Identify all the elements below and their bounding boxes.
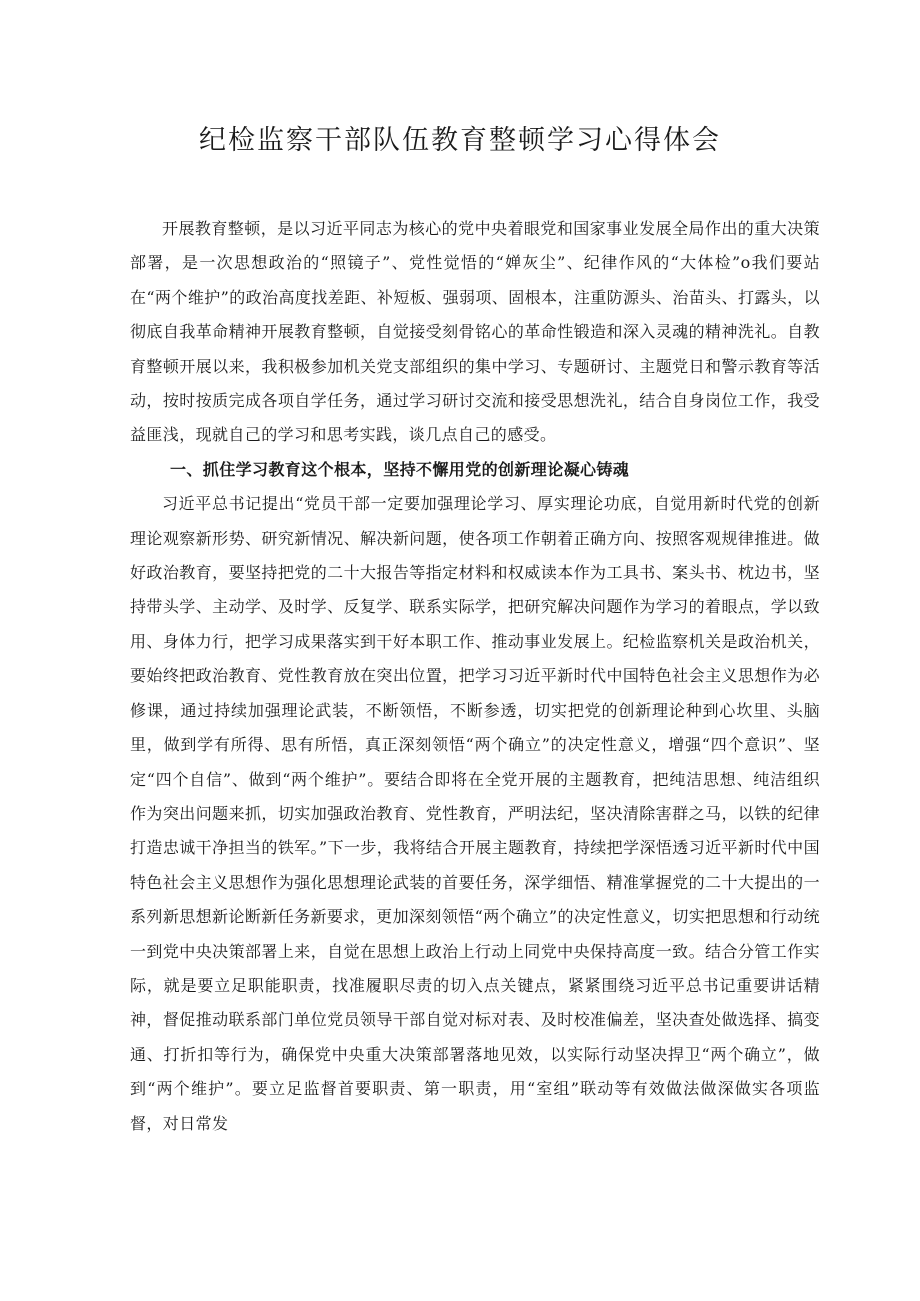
section-heading: 一、抓住学习教育这个根本，坚持不懈用党的创新理论凝心铸魂 [170,459,630,479]
intro-paragraph: 开展教育整顿，是以习近平同志为核心的党中央着眼党和国家事业发展全局作出的重大决策部署，是一次思想政治的“照镜子”、党性觉悟的“婵灰尘”、纪律作风的“大体检”o我们要站在“两个维护”的政治高度找差距、补短板、强弱项、固根本，注重防源头、治苗头、打露头，以彻底自我革命精神开展教育整顿，自觉接受刻骨铭心的革命性锻造和深入灵魂的精神洗礼。自教育整顿开展以来，我积极参加机关党支部组织的集中学习、专题研讨、主题党日和警示教育等活动，按时按质完成各项自学任务，通过学习研讨交流和接受思想洗礼，结合自身岗位工作，我受益匪浅，现就自己的学习和思考实践，谈几点自己的感受。 [130,219,820,445]
document-title: 纪检监察干部队伍教育整顿学习心得体会 [199,125,721,156]
document-body [130,212,820,1141]
section-paragraph: 习近平总书记提出“党员干部一定要加强理论学习、厚实理论功底，自觉用新时代党的创新理论观察新形势、研究新情况、解决新问题，使各项工作朝着正确方向、按照客观规律推进。做好政治教育，要坚持把党的二十大报告等指定材料和权威读本作为工具书、案头书、枕边书，坚持带头学、主动学、及时学、反复学、联系实际学，把研究解决问题作为学习的着眼点，学以致用、身体力行，把学习成果落实到干好本职工作、推动事业发展上。纪检监察机关是政治机关，要始终把政治教育、党性教育放在突出位置，把学习习近平新时代中国特色社会主义思想作为必修课，通过持续加强理论武装，不断领悟，不断参透，切实把党的创新理论种到心坎里、头脑里，做到学有所得、思有所悟，真正深刻领悟“两个确立”的决定性意义，增强“四个意识”、坚定“四个自信”、做到“两个维护”。要结合即将在全党开展的主题教育，把纯洁思想、纯洁组织作为突出问题来抓，切实加强政治教育、党性教育，严明法纪，坚决清除害群之马，以铁的纪律打造忠诚干净担当的铁军。”下一步，我将结合开展主题教育，持续把学深悟透习近平新时代中国特色社会主义思想作为强化思想理论武装的首要任务，深学细悟、精准掌握党的二十大提出的一系列新思想新论断新任务新要求，更加深刻领悟“两个确立”的决定性意义，切实把思想和行动统一到党中央决策部署上来，自觉在思想上政治上行动上同党中央保持高度一致。结合分管工作实际，就是要立足职能职责，找准履职尽责的切入点关键点，紧紧围绕习近平总书记重要讲话精神，督促推动联系部门单位党员领导干部自觉对标对表、及时校准偏差，坚决查处做选择、搞变通、打折扣等行为，确保党中央重大决策部署落地见效，以实际行动坚决捍卫“两个确立”，做到“两个维护”。要立足监督首要职责、第一职责，用“室组”联动等有效做法做深做实各项监督，对日常发 [130,494,820,1133]
